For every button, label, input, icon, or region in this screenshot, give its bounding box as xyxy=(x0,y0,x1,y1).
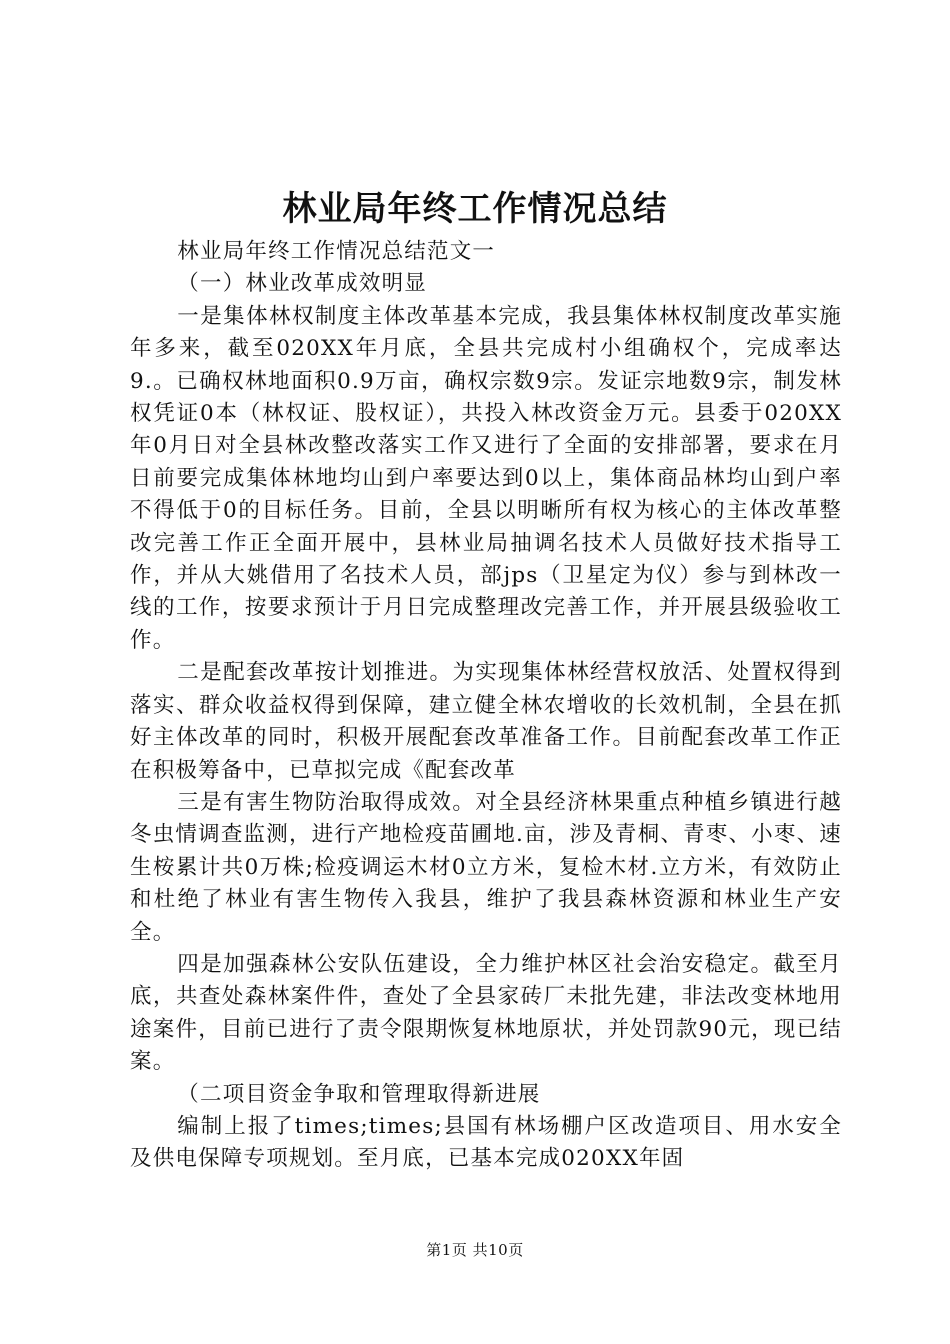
paragraph-forest-police: 四是加强森林公安队伍建设，全力维护林区社会治安稳定。截至月底，共查处森林案件件，查处了全县家砖厂未批先建，非法改变林地用途案件，目前已进行了责令限期恢复林地原状，并处罚款90元，现已结案。 xyxy=(130,951,842,1075)
paragraph-pest-control: 三是有害生物防治取得成效。对全县经济林果重点种植乡镇进行越冬虫情调查监测，进行产地检疫苗圃地.亩，涉及青桐、青枣、小枣、速生桉累计共0万株;检疫调运木材0立方米，复检木材.立方米，有效防止和杜绝了林业有害生物传入我县，维护了我县森林资源和林业生产安全。 xyxy=(130,789,842,945)
paragraph-section-heading-1: （一）林业改革成效明显 xyxy=(177,271,427,297)
page-number-footer: 第1页 共10页 xyxy=(426,1241,524,1259)
document-title: 林业局年终工作情况总结 xyxy=(282,189,668,229)
paragraph-project-funding: 编制上报了times;times;县国有林场棚户区改造项目、用水安全及供电保障专项规划。至月底，已基本完成020XX年固 xyxy=(130,1113,842,1172)
paragraph-section-heading-2: （二项目资金争取和管理取得新进展 xyxy=(177,1081,541,1107)
document-body xyxy=(130,236,842,1176)
paragraph-subtitle: 林业局年终工作情况总结范文一 xyxy=(177,239,496,264)
paragraph-supporting-reform: 二是配套改革按计划推进。为实现集体林经营权放活、处置权得到落实、群众收益权得到保障，建立健全林农增收的长效机制，全县在抓好主体改革的同时，积极开展配套改革准备工作。目前配套改革工作正在积极筹备中，已草拟完成《配套改革 xyxy=(130,660,842,783)
paragraph-forest-rights-reform: 一是集体林权制度主体改革基本完成，我县集体林权制度改革实施年多来，截至020XX年月底，全县共完成村小组确权个，完成率达9.。已确权林地面积0.9万亩，确权宗数9宗。发证宗地数9宗，制发林权凭证0本（林权证、股权证），共投入林改资金万元。县委于020XX年0月日对全县林改整改落实工作又进行了全面的安排部署，要求在月日前要完成集体林地均山到户率要达到0以上，集体商品林均山到户率不得低于0的目标任务。目前，全县以明晰所有权为核心的主体改革整改完善工作正全面开展中，县林业局抽调名技术人员做好技术指导工作，并从大姚借用了名技术人员，部jps（卫星定为仪）参与到林改一线的工作，按要求预计于月日完成整理改完善工作，并开展县级验收工作。 xyxy=(130,303,842,653)
